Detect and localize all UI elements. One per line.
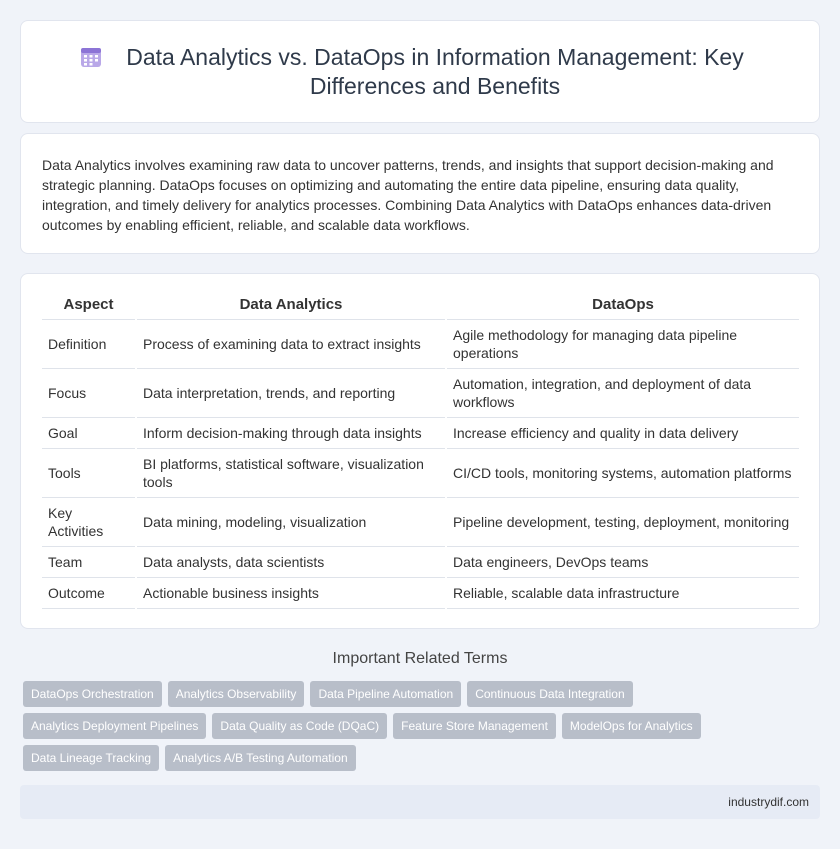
row-data-analytics: Actionable business insights xyxy=(136,577,446,608)
tag-feature-store-management[interactable]: Feature Store Management xyxy=(393,713,556,739)
row-dataops: Pipeline development, testing, deployment, monitoring xyxy=(446,497,799,546)
table-row xyxy=(42,497,799,546)
table-row xyxy=(42,417,799,448)
header-card xyxy=(20,20,820,123)
row-aspect: Team xyxy=(42,546,136,577)
row-aspect: Outcome xyxy=(42,577,136,608)
row-data-analytics: Inform decision-making through data insights xyxy=(136,417,446,448)
table-row xyxy=(42,546,799,577)
comparison-card xyxy=(20,273,820,629)
header-dataops: DataOps xyxy=(446,291,799,319)
row-dataops: Agile methodology for managing data pipeline operations xyxy=(446,319,799,368)
table-row xyxy=(42,319,799,368)
row-data-analytics: Process of examining data to extract insights xyxy=(136,319,446,368)
row-aspect: Tools xyxy=(42,448,136,497)
row-aspect: Definition xyxy=(42,319,136,368)
row-dataops: Increase efficiency and quality in data delivery xyxy=(446,417,799,448)
header-aspect: Aspect xyxy=(42,291,136,319)
row-aspect: Focus xyxy=(42,368,136,417)
tag-continuous-data-integration[interactable]: Continuous Data Integration xyxy=(467,681,632,707)
tag-data-lineage-tracking[interactable]: Data Lineage Tracking xyxy=(23,745,159,771)
tag-data-quality-as-code[interactable]: Data Quality as Code (DQaC) xyxy=(212,713,387,739)
table-row xyxy=(42,577,799,608)
row-aspect: Goal xyxy=(42,417,136,448)
row-aspect: Key Activities xyxy=(42,497,136,546)
tag-data-pipeline-automation[interactable]: Data Pipeline Automation xyxy=(310,681,461,707)
intro-paragraph: Data Analytics involves examining raw data to uncover patterns, trends, and insights that support decision-making and strategic planning. DataOps focuses on optimizing and automating the entire data pipeline, ensuring data quality, integration, and timely delivery for analytics processes. Combining Data Analytics with DataOps enhances data-driven outcomes by enabling efficient, reliable, and scalable data workflows. xyxy=(42,157,774,233)
related-terms-title: Important Related Terms xyxy=(332,650,508,667)
tag-analytics-deployment-pipelines[interactable]: Analytics Deployment Pipelines xyxy=(23,713,206,739)
tag-analytics-ab-testing-automation[interactable]: Analytics A/B Testing Automation xyxy=(165,745,356,771)
table-header-row xyxy=(42,291,799,319)
intro-card xyxy=(20,133,820,254)
row-data-analytics: Data mining, modeling, visualization xyxy=(136,497,446,546)
footer-site[interactable]: industrydif.com xyxy=(728,795,809,809)
related-terms-list xyxy=(23,681,723,777)
header-data-analytics: Data Analytics xyxy=(136,291,446,319)
row-data-analytics: BI platforms, statistical software, visualization tools xyxy=(136,448,446,497)
row-dataops: CI/CD tools, monitoring systems, automation platforms xyxy=(446,448,799,497)
tag-analytics-observability[interactable]: Analytics Observability xyxy=(168,681,305,707)
table-row xyxy=(42,368,799,417)
table-row xyxy=(42,448,799,497)
page-title: Data Analytics vs. DataOps in Information Management: Key Differences and Benefits xyxy=(126,44,744,99)
row-data-analytics: Data analysts, data scientists xyxy=(136,546,446,577)
comparison-table xyxy=(42,291,799,609)
row-data-analytics: Data interpretation, trends, and reporting xyxy=(136,368,446,417)
row-dataops: Reliable, scalable data infrastructure xyxy=(446,577,799,608)
tag-modelops-for-analytics[interactable]: ModelOps for Analytics xyxy=(562,713,701,739)
row-dataops: Automation, integration, and deployment of data workflows xyxy=(446,368,799,417)
footer xyxy=(20,785,820,819)
tag-dataops-orchestration[interactable]: DataOps Orchestration xyxy=(23,681,162,707)
row-dataops: Data engineers, DevOps teams xyxy=(446,546,799,577)
